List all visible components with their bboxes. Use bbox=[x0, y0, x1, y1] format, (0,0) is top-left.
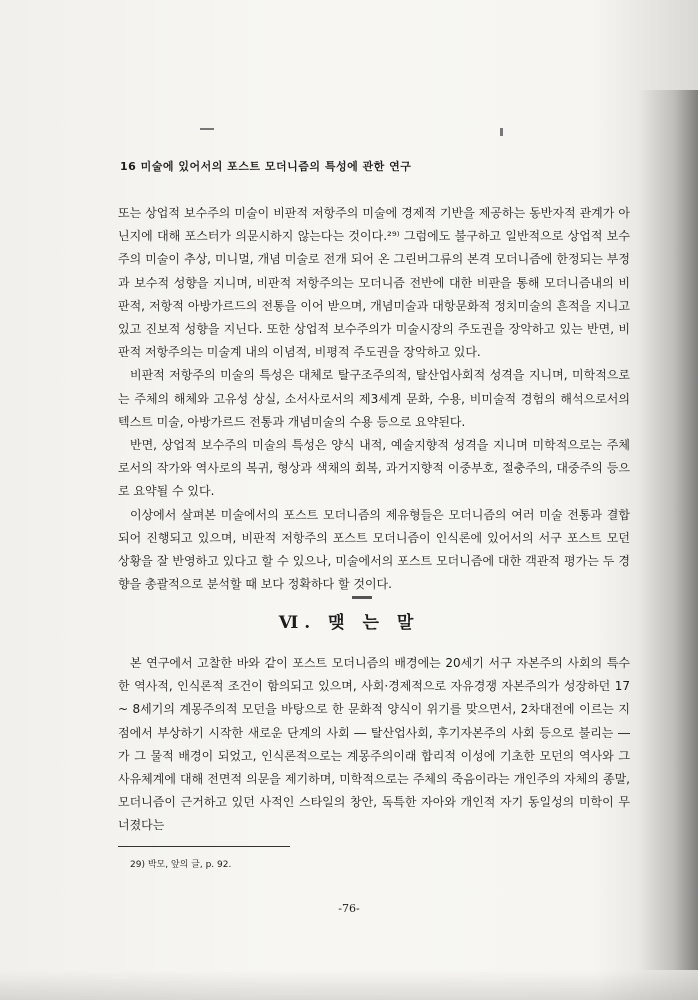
body-text bbox=[118, 202, 630, 596]
footnote-rule bbox=[118, 846, 290, 847]
page-number: -76- bbox=[338, 902, 360, 915]
section-title: Ⅵ. 맺 는 말 bbox=[278, 613, 420, 633]
scan-shadow-bottom bbox=[0, 970, 698, 1000]
paragraph: 본 연구에서 고찰한 바와 같이 포스트 모더니즘의 배경에는 20세기 서구 자본주의 사회의 특수한 역사적, 인식론적 조건이 함의되고 있으며, 사회·경제적으로 자유경쟁 자본주의가 성장하던 17 ~ 8세기의 계몽주의적 모던을 바탕으로 한 문화적 양식이 위기를 맞으면서, 2차대전에 이르는 지점에서 부상하기 시작한 새로운 단계의 사회 ― 탈산업사회, 후기자본주의 사회 등으로 불리는 ― 가 그 물적 배경이 되었고, 인식론적으로는 계몽주의이래 합리적 이성에 기초한 모던의 역사와 그 사유체계에 대해 전면적 의문을 제기하며, 미학적으로는 주체의 죽음이라는 개인주의 자체의 종말, 모더니즘이 근거하고 있던 사적인 스타일의 창안, 독특한 자아와 개인적 자기 동일성의 미학이 무너졌다는 bbox=[118, 656, 630, 833]
scan-shadow-right bbox=[638, 90, 698, 970]
scan-mark bbox=[200, 128, 214, 130]
scan-mark bbox=[500, 128, 503, 136]
paragraph: 또는 상업적 보수주의 미술이 비판적 저항주의 미술에 경제적 기반을 제공하는 동반자적 관계가 아닌지에 대해 포스터가 의문시하지 않는다는 것이다.²⁹⁾ 그럼에도 불구하고 일반적으로 상업적 보수주의 미술이 추상, 미니멀, 개념 미술로 전개 되어 온 그린버그류의 본격 모더니즘에 한정되는 부정과 보수적 성향을 지니며, 비판적 저항주의는 모더니즘 전반에 대한 비판을 통해 모더니즘내의 비판적, 저항적 아방가르드의 전통을 이어 받으며, 개념미술과 대항문화적 정치미술의 흔적을 지니고 있고 진보적 성향을 지닌다. 또한 상업적 보수주의가 미술시장의 주도권을 장악하고 있는 반면, 비판적 저항주의는 미술계 내의 이념적, 비평적 주도권을 장악하고 있다. bbox=[118, 206, 630, 360]
paragraph: 반면, 상업적 보수주의 미술의 특성은 양식 내적, 예술지향적 성격을 지니며 미학적으로는 주체로서의 작가와 역사로의 복귀, 형상과 색채의 회복, 과거지향적 이중부호, 절충주의, 대중주의 등으로 요약될 수 있다. bbox=[118, 438, 630, 499]
conclusion-text bbox=[118, 652, 630, 838]
running-head: 16 미술에 있어서의 포스트 모더니즘의 특성에 관한 연구 bbox=[120, 160, 412, 173]
section-separator bbox=[352, 596, 372, 599]
footnote: 29) 박모, 앞의 글, p. 92. bbox=[130, 860, 232, 870]
paragraph: 이상에서 살펴본 미술에서의 포스트 모더니즘의 제유형들은 모더니즘의 여러 미술 전통과 결합되어 진행되고 있으며, 비판적 저항주의 포스트 모더니즘이 인식론에 있어서의 서구 포스트 모던 상황을 잘 반영하고 있다고 할 수 있으나, 미술에서의 포스트 모더니즘에 대한 객관적 평가는 두 경향을 총괄적으로 분석할 때 보다 정확하다 할 것이다. bbox=[118, 507, 630, 592]
paragraph: 비판적 저항주의 미술의 특성은 대체로 탈구조주의적, 탈산업사회적 성격을 지니며, 미학적으로는 주체의 해체와 고유성 상실, 소서사로서의 제3세계 문화, 수용, 비미술적 경험의 해석으로서의 텍스트 미술, 아방가르드 전통과 개념미술의 수용 등으로 요약된다. bbox=[118, 368, 630, 429]
